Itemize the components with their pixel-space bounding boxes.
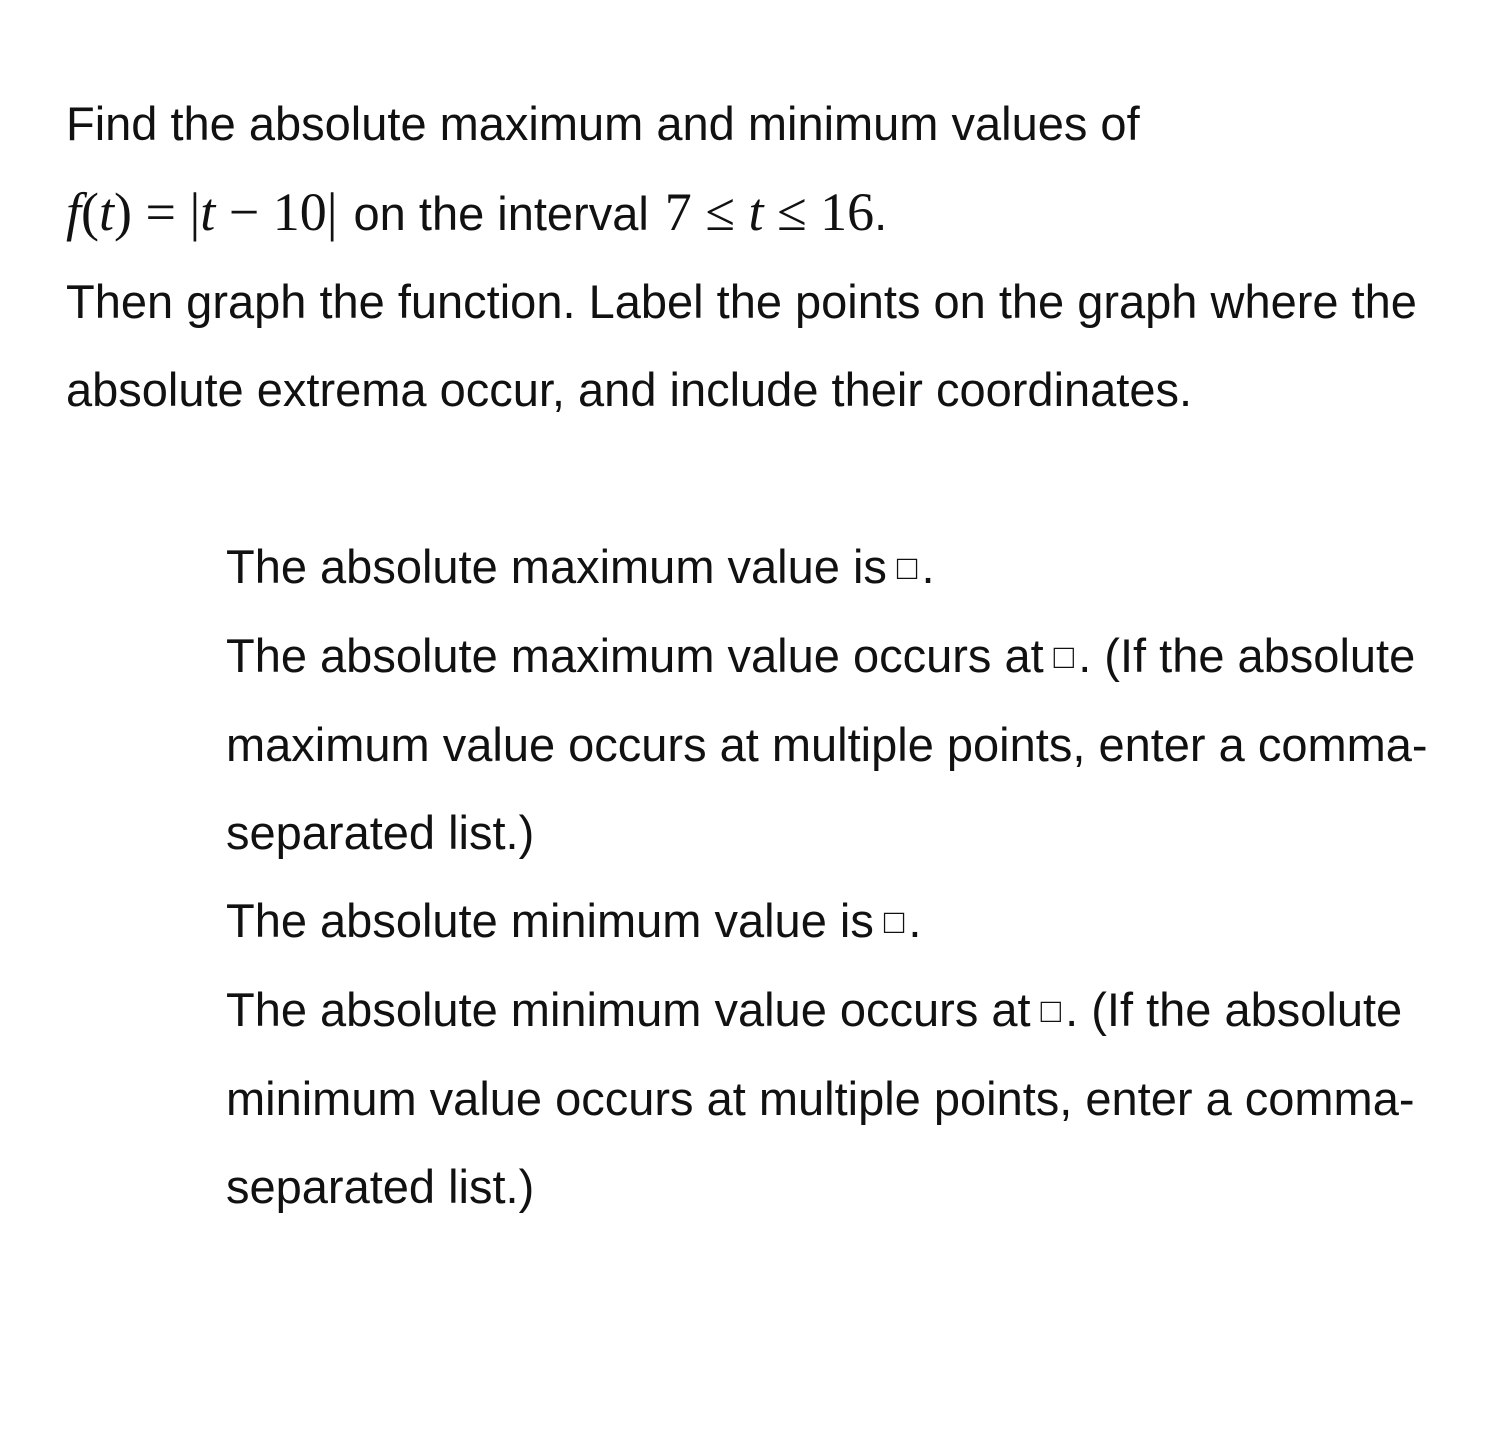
graph-instructions: Then graph the function. Label the points on the graph where the absolute extrema occur, and include their coordinates. — [66, 275, 1417, 416]
math-t: t — [99, 182, 115, 242]
answer-box-icon[interactable]: □ — [1040, 992, 1062, 1030]
interval-expression — [665, 182, 874, 242]
max-value-suffix: . — [921, 540, 935, 593]
problem-intro-text: Find the absolute maximum and minimum values of — [66, 97, 1140, 150]
math-seven-leq: 7 ≤ — [664, 182, 749, 242]
function-expression — [66, 182, 338, 242]
math-f: f — [66, 182, 82, 242]
answer-section — [226, 523, 1456, 1231]
math-t: t — [200, 182, 216, 242]
min-location-label: The absolute minimum value occurs at — [226, 983, 1031, 1036]
math-leq-sixteen: ≤ 16 — [763, 182, 875, 242]
min-value-suffix: . — [908, 894, 922, 947]
interval-label: on the interval — [353, 187, 649, 240]
min-location-note: . (If the absolute minimum value occurs at multiple points, enter a comma-separated list.) — [226, 983, 1415, 1213]
math-equals-abs: ) = | — [114, 182, 201, 242]
max-location-label: The absolute maximum value occurs at — [226, 629, 1044, 682]
answer-box-icon[interactable]: □ — [1053, 638, 1075, 676]
answer-box-icon[interactable]: □ — [883, 903, 905, 941]
max-value-label: The absolute maximum value is — [226, 540, 887, 593]
max-location-line — [226, 612, 1456, 877]
max-value-line — [226, 523, 1456, 612]
max-location-note: . (If the absolute maximum value occurs at multiple points, enter a comma-separated list.) — [226, 629, 1428, 859]
problem-statement — [66, 80, 1456, 434]
min-value-label: The absolute minimum value is — [226, 894, 874, 947]
sentence-period: . — [874, 187, 888, 240]
answer-box-icon[interactable]: □ — [896, 549, 918, 587]
min-location-line — [226, 966, 1456, 1231]
math-t: t — [748, 182, 764, 242]
math-open-paren: ( — [81, 182, 99, 242]
math-minus-ten: − 10| — [215, 182, 338, 242]
min-value-line — [226, 877, 1456, 966]
